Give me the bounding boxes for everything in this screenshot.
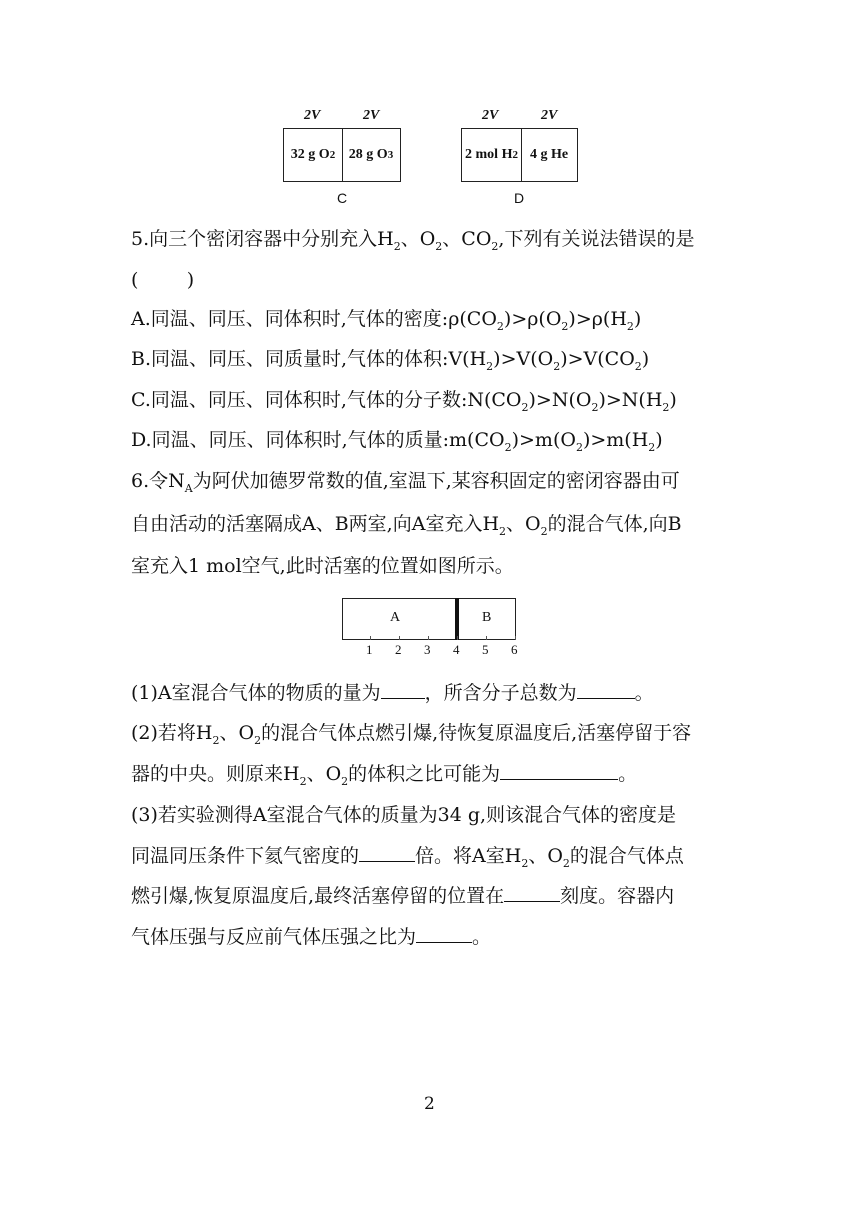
scale-label-1: 1	[366, 642, 373, 657]
scale-tick-4	[457, 636, 458, 640]
answer-blank-1a[interactable]	[381, 680, 425, 699]
q6-line-1: 6.令$N_A$为阿伏加德罗常数的值,室温下,某容积固定的密闭容器由可	[131, 470, 680, 495]
scale-label-6: 6	[511, 642, 518, 657]
chamber-a-label: A	[390, 610, 401, 625]
q6-part-3-line-2: 同温同压条件下氦气密度的 倍。将A室$H_2$、$O_2$的混合气体点	[131, 845, 684, 870]
figure-d-header-right: 2V	[541, 108, 558, 123]
scale-label-5: 5	[482, 642, 489, 657]
answer-blank-2[interactable]	[500, 761, 618, 780]
scale-tick-3	[428, 636, 429, 640]
figure-c-caption: C	[337, 190, 348, 206]
answer-blank-3a[interactable]	[359, 843, 415, 862]
figure-c-cell-left: 32 g O 2	[284, 129, 343, 181]
scale-tick-1	[370, 636, 371, 640]
q5-stem: 5.向三个密闭容器中分别充入$H_2$、$O_2$、$CO_2$,下列有关说法错误的是	[131, 228, 695, 253]
figure-d-container	[461, 128, 578, 182]
figure-d-cell-right: 4 g He	[529, 147, 569, 162]
figure-c-cell-right: 28 g O 3	[348, 147, 394, 162]
answer-blank-1b[interactable]	[577, 680, 635, 699]
q5-option-b: B.同温、同压、同质量时,气体的体积$:V(H_2)>V(O_2)>V(CO_2)$	[131, 348, 650, 373]
scale-tick-6	[515, 636, 516, 640]
q6-line-2: 自由活动的活塞隔成A、B两室,向A室充入$H_2$、$O_2$的混合气体,向B	[131, 513, 682, 538]
q6-part-3-line-3: 燃引爆,恢复原温度后,最终活塞停留的位置在 刻度。容器内	[131, 885, 675, 907]
scale-label-2: 2	[395, 642, 402, 657]
q6-part-1: (1)A室混合气体的物质的量为 ，所含分子总数为 。	[131, 682, 654, 704]
q6-part-2-line-2: 器的中央。则原来$H_2$、$O_2$的体积之比可能为 。	[131, 763, 638, 788]
scale-tick-2	[399, 636, 400, 640]
figure-d-cell-left: 2 mol H 2	[462, 129, 522, 181]
answer-blank-3b[interactable]	[504, 883, 560, 902]
chamber-b-label: B	[482, 610, 492, 625]
figure-d-header-left: 2V	[482, 108, 499, 123]
scale-label-4: 4	[453, 642, 460, 657]
q5-option-a: A.同温、同压、同体积时,气体的密度$:\rho(CO_2)>\rho(O_2)>\rho(H_2)$	[131, 308, 642, 333]
piston	[455, 598, 459, 640]
figure-d-caption: D	[514, 190, 525, 206]
q5-answer-paren: ( )	[131, 269, 195, 291]
q5-option-c: C.同温、同压、同体积时,气体的分子数$:N(CO_2)>N(O_2)>N(H_2)$	[131, 389, 677, 414]
q6-part-2-line-1: (2)若将$H_2$、$O_2$的混合气体点燃引爆,待恢复原温度后,活塞停留于容	[131, 722, 692, 747]
scale-tick-5	[486, 636, 487, 640]
figure-c-container	[283, 128, 401, 182]
page-number: 2	[424, 1094, 435, 1114]
q6-part-3-line-4: 气体压强与反应前气体压强之比为 。	[131, 926, 492, 948]
figure-c-header-right: 2V	[363, 108, 380, 123]
answer-blank-3c[interactable]	[416, 924, 472, 943]
q5-option-d: D.同温、同压、同体积时,气体的质量$:m(CO_2)>m(O_2)>m(H_2)$	[131, 429, 663, 454]
q6-part-3-line-1: (3)若实验测得A室混合气体的质量为34 g,则该混合气体的密度是	[131, 804, 677, 826]
figure-c-header-left: 2V	[304, 108, 321, 123]
scale-label-3: 3	[424, 642, 431, 657]
q6-line-3: 室充入1 mol空气,此时活塞的位置如图所示。	[131, 555, 514, 577]
